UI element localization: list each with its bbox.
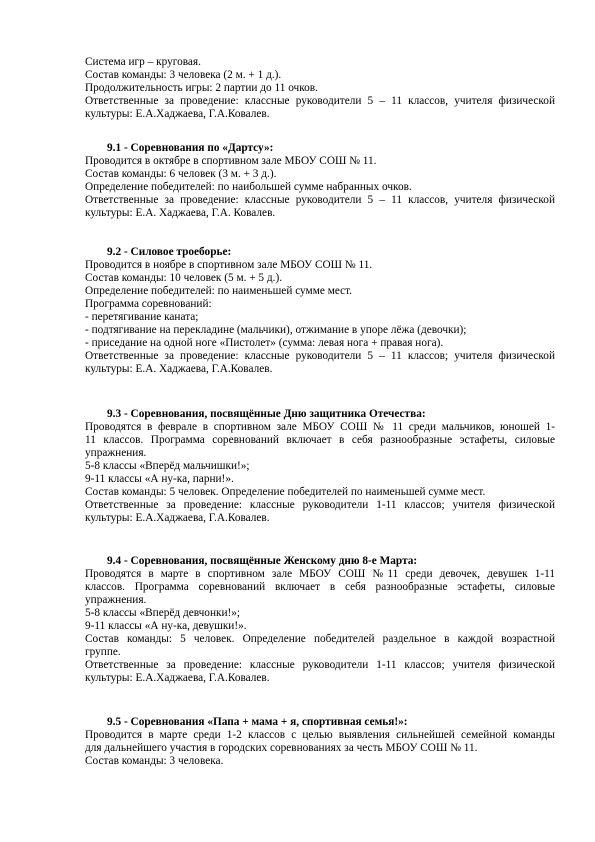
text-line: культуры: Е.А. Хаджаева, Г.А.Ковалев. [85, 363, 273, 375]
text-line: культуры: Е.А. Хаджаева, Г.А. Ковалев. [85, 207, 276, 219]
section-9-3 [85, 408, 555, 525]
text-line: классов. Программа соревнований включает в себя разнообразные эстафеты, силовые [85, 581, 555, 593]
text-line: культуры: Е.А.Хаджаева, Г.А.Ковалев. [85, 672, 270, 684]
list-item: - перетягивание каната; [85, 311, 199, 323]
text-line: Определение победителей: по наибольшей сумме набранных очков. [85, 181, 412, 193]
text-line: 9-11 классы «А ну-ка, девушки!». [85, 620, 247, 632]
section-heading: 9.4 - Соревнования, посвящённые Женскому дню 8-е Марта: [107, 555, 418, 567]
text-line: Ответственные за проведение: классные руководители 1-11 классов; учителя физической [85, 659, 555, 671]
text-line: Проводятся в марте в спортивном зале МБОУ СОШ №11 среди девочек, девушек 1-11 [85, 568, 555, 580]
text-line: культуры: Е.А.Хаджаева, Г.А.Ковалев. [85, 512, 270, 524]
list-item: - подтягивание на перекладине (мальчики), отжимание в упоре лёжа (девочки); [85, 324, 467, 336]
section-9-1 [85, 142, 555, 220]
text-line: Состав команды: 3 человека (2 м. + 1 д.). [85, 69, 282, 81]
section-heading: 9.1 - Соревнования по «Дартсу»: [107, 142, 274, 154]
section-heading: 9.5 - Соревнования «Папа + мама + я, спортивная семья!»: [107, 716, 408, 728]
text-line: Состав команды: 5 человек. Определение победителей раздельное в каждой возрастной [85, 633, 555, 645]
section-heading: 9.3 - Соревнования, посвящённые Дню защитника Отечества: [107, 408, 426, 420]
text-line: Состав команды: 5 человек. Определение победителей по наименьшей сумме мест. [85, 486, 486, 498]
text-line: Проводится в октябре в спортивном зале МБОУ СОШ № 11. [85, 155, 377, 167]
intro-block [85, 56, 555, 121]
text-line: упражнения. [85, 447, 147, 459]
text-line: 11 классов. Программа соревнований включает в себя разнообразные эстафеты, силовые [85, 434, 555, 446]
text-line: Ответственные за проведение: классные руководители 5 – 11 классов, учителя физической [85, 194, 555, 206]
text-line: Система игр – круговая. [85, 56, 201, 68]
text-line: для дальнейшего участия в городских соревнованиях за честь МБОУ СОШ № 11. [85, 742, 478, 754]
text-line: Программа соревнований: [85, 298, 212, 310]
text-line: Определение победителей: по наименьшей сумме мест. [85, 285, 353, 297]
text-line: Продолжительность игры: 2 партии до 11 очков. [85, 82, 318, 94]
text-line: Ответственные за проведение: классные руководители 5 – 11 классов; учителя физической [85, 350, 555, 362]
text-line: Ответственные за проведение: классные руководители 5 – 11 классов, учителя физической [85, 95, 555, 107]
text-line: Ответственные за проведение: классные руководители 1-11 классов; учителя физической [85, 499, 555, 511]
text-line: 5-8 классы «Вперёд девчонки!»; [85, 607, 241, 619]
section-9-2 [85, 246, 555, 376]
text-line: группе. [85, 646, 121, 658]
section-heading: 9.2 - Силовое троеборье: [107, 246, 232, 258]
text-line: Проводится в марте среди 1-2 классов с целью выявления сильнейшей семейной команды [85, 729, 555, 741]
section-9-5 [85, 716, 555, 768]
text-line: Проводится в ноябре в спортивном зале МБОУ СОШ № 11. [85, 259, 373, 271]
text-line: Состав команды: 6 человек (3 м. + 3 д.). [85, 168, 277, 180]
text-line: Состав команды: 3 человека. [85, 755, 224, 767]
text-line: упражнения. [85, 594, 147, 606]
text-line: 9-11 классы «А ну-ка, парни!». [85, 473, 234, 485]
text-line: 5-8 классы «Вперёд мальчишки!»; [85, 460, 250, 472]
text-line: Проводятся в феврале в спортивном зале МБОУ СОШ № 11 среди мальчиков, юношей 1- [85, 421, 555, 433]
text-line: культуры: Е.А.Хаджаева, Г.А.Ковалев. [85, 108, 270, 120]
section-9-4 [85, 555, 555, 685]
list-item: - приседание на одной ноге «Пистолет» (сумма: левая нога + правая нога). [85, 337, 444, 349]
text-line: Состав команды: 10 человек (5 м. + 5 д.). [85, 272, 283, 284]
